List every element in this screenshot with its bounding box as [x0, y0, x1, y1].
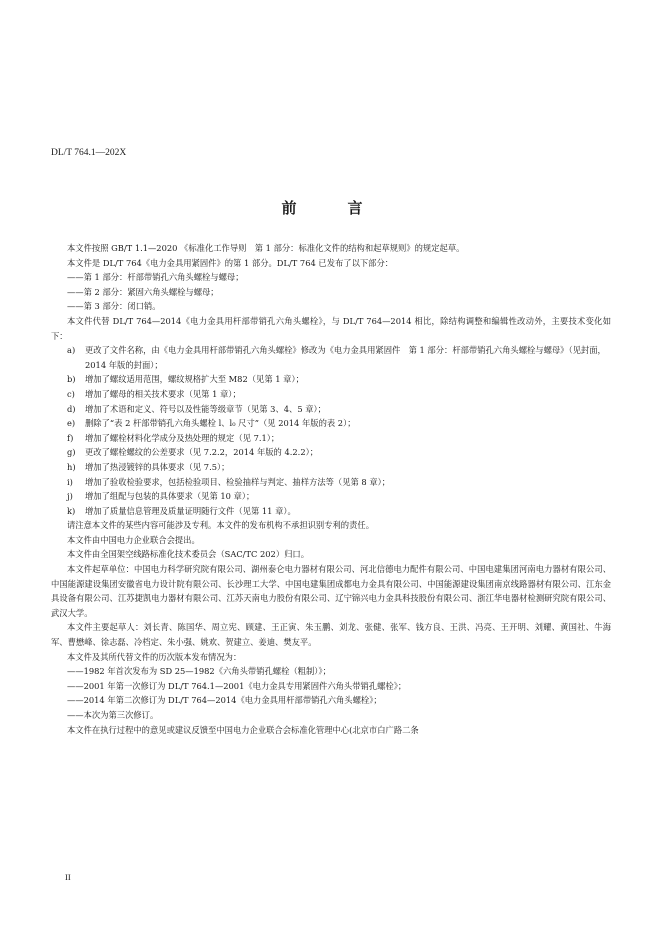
page-number: II: [65, 872, 71, 882]
list-item: [67, 416, 611, 431]
item-label: d): [67, 403, 76, 414]
parts-list: [51, 270, 611, 314]
list-item: [67, 431, 611, 446]
intro-paragraph: 本文件按照 GB/T 1.1—2020 《标准化工作导则 第 1 部分：标准化文件的结构和起草规则》的规定起草。: [67, 243, 465, 253]
item-label: a): [67, 345, 76, 356]
item-label: b): [67, 374, 76, 385]
list-item: [67, 460, 611, 475]
history-list: [51, 664, 611, 722]
list-item: ——第 1 部分：杆部带销孔六角头螺栓与螺母；: [67, 272, 244, 283]
item-label: h): [67, 461, 76, 472]
list-item: ——2014 年第二次修订为 DL/T 764—2014《电力金具用杆部带销孔六角头螺栓》；: [67, 695, 382, 706]
item-text: 增加了螺栓材料化学成分及热处理的规定（见 7.1）；: [85, 432, 280, 443]
list-item: [67, 387, 611, 402]
page-title: 前 言: [281, 199, 381, 217]
centralized-paragraph: 本文件由全国架空线路标准化技术委员会（SAC/TC 202）归口。: [67, 549, 310, 560]
list-item: [67, 504, 611, 519]
list-item: [67, 489, 611, 504]
list-item: [67, 475, 611, 490]
drafters-paragraph: 本文件主要起草人：刘长青、陈国华、周立宪、顾建、王正寅、朱玉鹏、刘龙、张健、张军、钱方良、王洪、冯亮、王开明、刘耀、黄国社、牛海军、曹懋峰、徐志磊、冷档定、朱小强、姚欢、贺建立、姜迪、樊友平。: [51, 622, 611, 648]
list-item: ——第 2 部分：紧固六角头螺栓与螺母；: [67, 286, 219, 297]
list-item: ——2001 年第一次修订为 DL/T 764.1—2001《电力金具专用紧固件六角头带销孔螺栓》；: [67, 680, 407, 691]
list-item: ——1982 年首次发布为 SD 25—1982《六角头带销孔螺栓（粗制）》；: [67, 666, 331, 677]
item-text: 更改了文件名称，由《电力金具用杆部带销孔六角头螺栓》修改为《电力金具用紧固件 第 1 部分：杆部带销孔六角头螺栓与螺母》（见封面，2014 年版的封面）；: [85, 345, 606, 370]
replacement-paragraph: 本文件代替 DL/T 764—2014《电力金具用杆部带销孔六角头螺栓》，与 DL/T 764—2014 相比，除结构调整和编辑性改动外，主要技术变化如下：: [51, 315, 611, 341]
list-item: [67, 343, 611, 372]
feedback-paragraph: 本文件在执行过程中的意见或建议反馈至中国电力企业联合会标准化管理中心(北京市白广路二条: [67, 724, 419, 735]
item-text: 增加了组配与包装的具体要求（见第 10 章）；: [85, 491, 255, 502]
parts-intro-paragraph: 本文件是 DL/T 764《电力金具用紧固件》的第 1 部分。DL/T 764 已发布了以下部分：: [67, 257, 394, 268]
item-label: f): [67, 432, 74, 443]
item-label: j): [67, 491, 73, 502]
list-item: ——本次为第三次修订。: [67, 710, 159, 720]
item-text: 增加了螺纹适用范围，螺纹规格扩大至 M82（见第 1 章）；: [85, 374, 304, 385]
patent-note: 请注意本文件的某些内容可能涉及专利。本文件的发布机构不承担识别专利的责任。: [67, 520, 374, 531]
changes-list: [51, 343, 611, 518]
item-label: c): [67, 388, 75, 399]
proposer-paragraph: 本文件由中国电力企业联合会提出。: [67, 534, 200, 545]
list-item: [67, 402, 611, 417]
history-intro: 本文件及其所代替文件的历次版本发布情况为：: [67, 651, 242, 662]
item-text: 增加了质量信息管理及质量证明随行文件（见第 11 章）。: [85, 505, 296, 516]
item-text: 增加了术语和定义、符号以及性能等级章节（见第 3、4、5 章）；: [85, 403, 326, 414]
item-label: g): [67, 447, 76, 458]
item-label: e): [67, 418, 76, 429]
preface-body: [51, 241, 611, 737]
item-text: 增加了热浸镀锌的具体要求（见 7.5）；: [85, 461, 230, 472]
item-text: 增加了螺母的相关技术要求（见第 1 章）；: [85, 388, 241, 399]
list-item: ——第 3 部分：闭口销。: [67, 301, 161, 312]
item-text: 更改了螺栓螺纹的公差要求（见 7.2.2，2014 年版的 4.2.2）；: [85, 447, 319, 458]
document-id: DL/T 764.1—202X: [51, 148, 127, 158]
item-label: k): [67, 505, 76, 516]
item-text: 增加了验收检验要求，包括检验项目、检验抽样与判定、抽样方法等（见第 8 章）；: [85, 476, 391, 487]
item-label: i): [67, 476, 73, 487]
item-text: 删除了“表 2 杆部带销孔六角头螺栓 l、l₀ 尺寸”（见 2014 年版的表 2）；: [85, 418, 356, 429]
drafting-units-paragraph: 本文件起草单位：中国电力科学研究院有限公司、湖州泰仑电力器材有限公司、河北信德电力配件有限公司、中国电建集团河南电力器材有限公司、中国能源建设集团安徽省电力设计院有限公司、长沙理工大学、中国电建集团成都电力金具有限公司、中国能源建设集团南京线路器材有限公司、江东金具设备有限公司、江苏捷凯电力器材有限公司、江苏天南电力股份有限公司、辽宁锦兴电力金具科技股份有限公司、浙江华电器材检测研究院有限公司、武汉大学。: [51, 564, 611, 618]
list-item: [67, 372, 611, 387]
list-item: [67, 445, 611, 460]
